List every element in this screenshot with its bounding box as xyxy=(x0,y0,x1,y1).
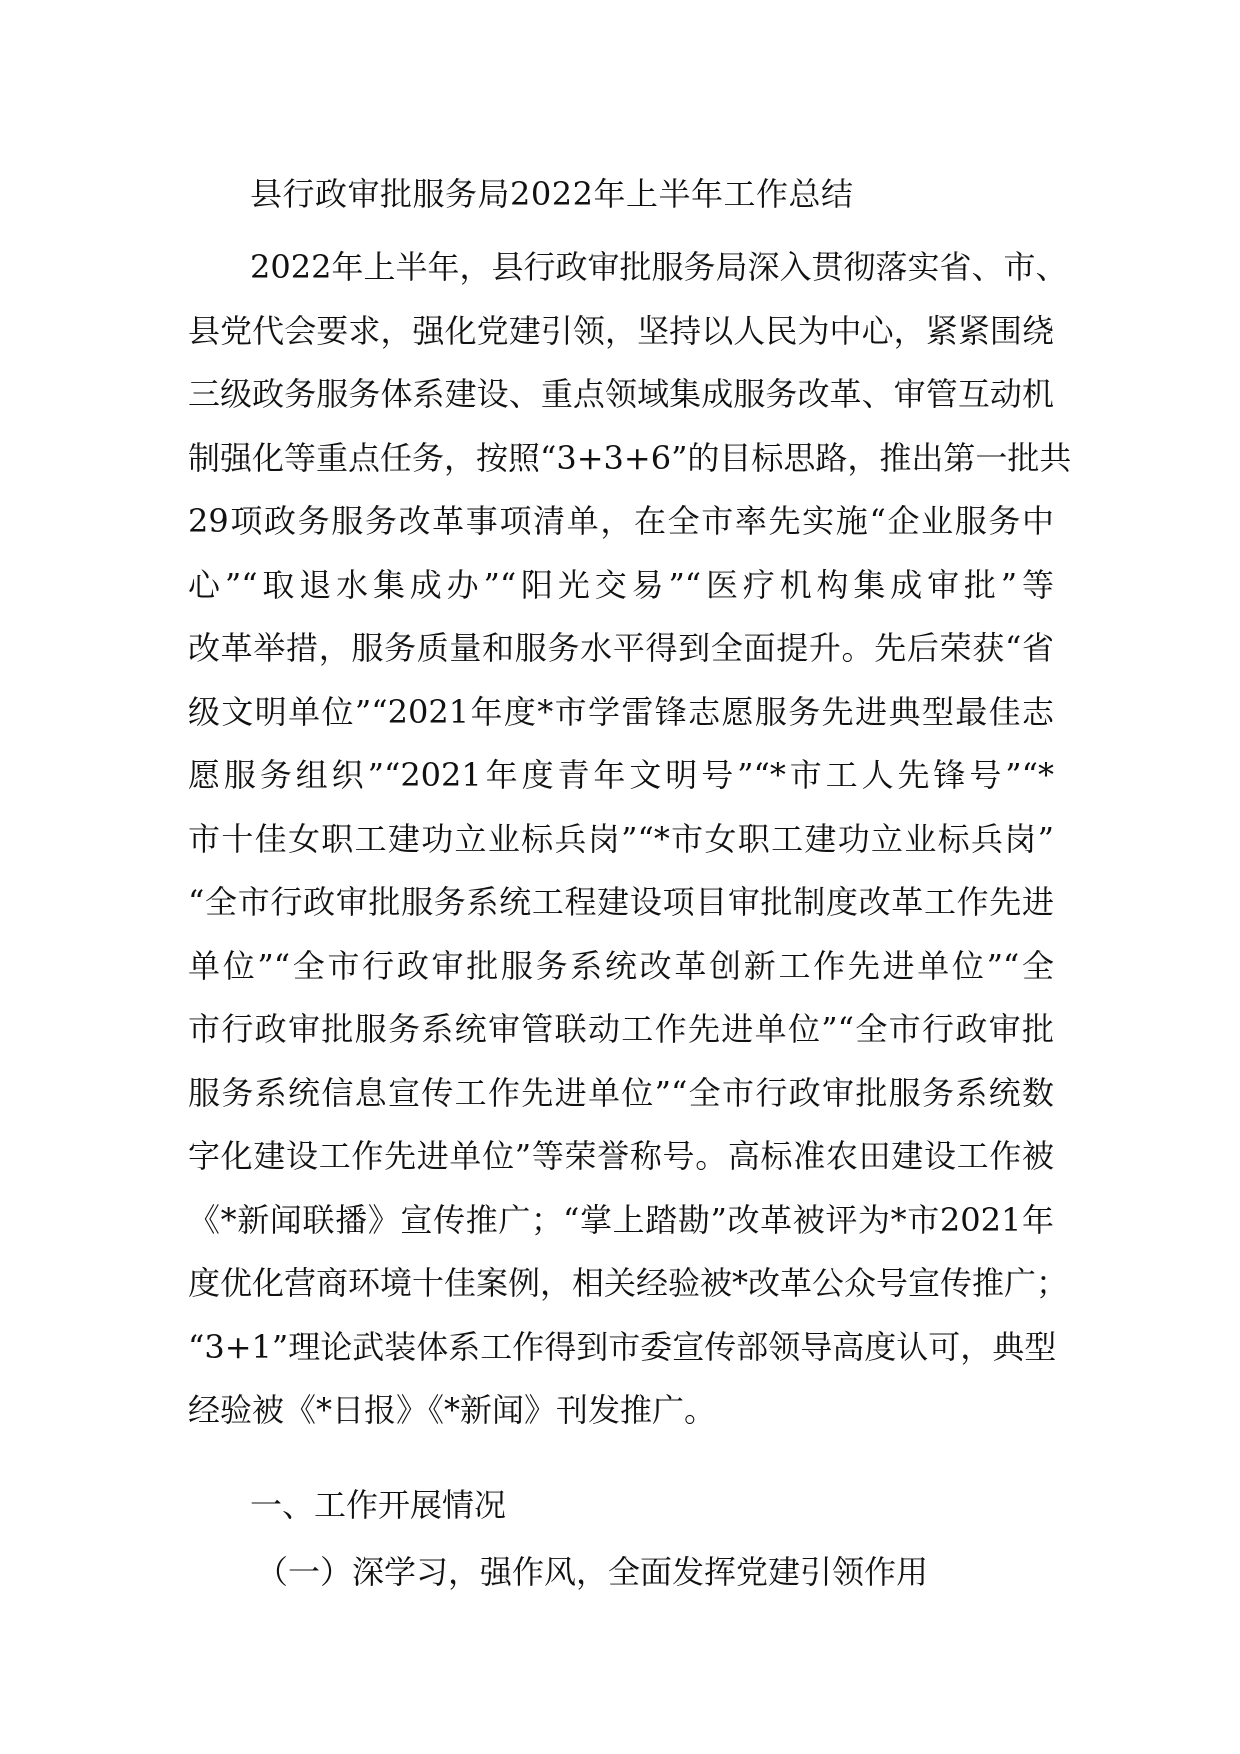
document-title: 县行政审批服务局2022年上半年工作总结 xyxy=(250,175,854,213)
paragraph-line: 市十佳女职工建功立业标兵岗”“*市女职工建功立业标兵岗” xyxy=(188,819,1054,858)
paragraph-line: “3+1”理论武装体系工作得到市委宣传部领导高度认可，典型 xyxy=(188,1327,1057,1366)
paragraph-line: 《*新闻联播》宣传推广；“掌上踏勘”改革被评为*市2021年 xyxy=(188,1200,1054,1239)
paragraph-line: 心”“取退水集成办”“阳光交易”“医疗机构集成审批”等 xyxy=(188,565,1054,604)
paragraph-line: 经验被《*日报》《*新闻》刊发推广。 xyxy=(188,1391,717,1429)
paragraph-line: 级文明单位”“2021年度*市学雷锋志愿服务先进典型最佳志 xyxy=(188,692,1054,731)
paragraph-line: 2022年上半年，县行政审批服务局深入贯彻落实省、市、 xyxy=(250,248,1068,286)
paragraph-line: 县党代会要求，强化党建引领，坚持以人民为中心，紧紧围绕 xyxy=(188,311,1054,350)
intro-paragraph xyxy=(188,236,1072,1443)
paragraph-line: 三级政务服务体系建设、重点领域集成服务改革、审管互动机 xyxy=(188,375,1054,413)
paragraph-line: 服务系统信息宣传工作先进单位”“全市行政审批服务系统数 xyxy=(188,1073,1054,1112)
section-heading: 一、工作开展情况 xyxy=(250,1486,507,1524)
paragraph-line: 29项政务服务改革事项清单，在全市率先实施“企业服务中 xyxy=(188,502,1054,540)
paragraph-line: 市行政审批服务系统审管联动工作先进单位”“全市行政审批 xyxy=(188,1010,1054,1048)
subsection-heading: （一）深学习，强作风，全面发挥党建引领作用 xyxy=(256,1553,929,1591)
paragraph-line: 愿服务组织”“2021年度青年文明号”“*市工人先锋号”“* xyxy=(188,756,1054,794)
paragraph-line: 制强化等重点任务，按照“3+3+6”的目标思路，推出第一批共 xyxy=(188,438,1072,477)
paragraph-line: 字化建设工作先进单位”等荣誉称号。高标准农田建设工作被 xyxy=(188,1137,1054,1175)
paragraph-line: 单位”“全市行政审批服务系统改革创新工作先进单位”“全 xyxy=(188,946,1054,985)
paragraph-line: “全市行政审批服务系统工程建设项目审批制度改革工作先进 xyxy=(188,883,1054,921)
paragraph-line: 改革举措，服务质量和服务水平得到全面提升。先后荣获“省 xyxy=(188,629,1054,667)
paragraph-line: 度优化营商环境十佳案例，相关经验被*改革公众号宣传推广； xyxy=(188,1264,1069,1302)
